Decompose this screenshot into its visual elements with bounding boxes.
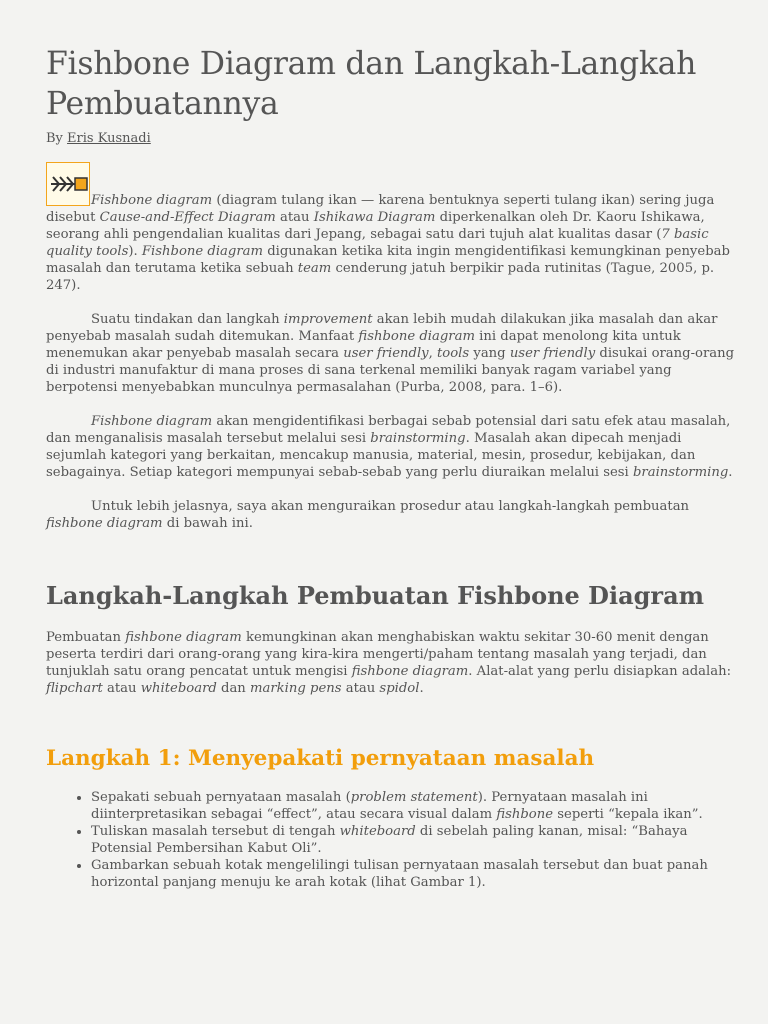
- text-run: akan lebih mudah dilakukan jika masalah dan akar penyebab masalah sudah ditemukan. Manfaat: [46, 312, 718, 344]
- list-item: [91, 857, 742, 891]
- text-italic: Fishbone diagram: [91, 193, 213, 208]
- text-run: akan mengidentifikasi berbagai sebab potensial dari satu efek atau masalah, dan menganalisis masalah tersebut melalui sesi: [46, 414, 731, 446]
- list-item: [91, 823, 742, 857]
- list-item: [91, 789, 742, 823]
- page-title: Fishbone Diagram dan Langkah-Langkah Pembuatannya: [46, 46, 697, 122]
- text-italic: 7 basic quality tools: [46, 227, 709, 259]
- paragraph-preparation: [46, 629, 742, 697]
- text-run: Pembuatan: [46, 630, 126, 645]
- text-run: Gambarkan sebuah kotak mengelilingi tulisan pernyataan masalah tersebut dan buat panah horizontal panjang menuju ke arah kotak (lihat Gambar 1).: [91, 858, 708, 890]
- text-run: ). Pernyataan masalah ini diinterpretasikan sebagai “effect”, atau secara visual dalam: [91, 790, 648, 822]
- fishbone-icon: [46, 162, 90, 206]
- text-italic: fishbone diagram: [351, 664, 469, 679]
- text-run: ini dapat menolong kita untuk menemukan akar penyebab masalah secara: [46, 329, 681, 361]
- text-run: . Alat-alat yang perlu disiapkan adalah:: [468, 664, 732, 679]
- paragraph-improvement: [46, 311, 742, 396]
- text-italic: Ishikawa Diagram: [313, 210, 436, 225]
- text-run: yang: [469, 346, 510, 361]
- paragraph-intro: [46, 162, 742, 294]
- text-italic: team: [297, 261, 332, 276]
- text-run: cenderung jatuh berpikir pada rutinitas (Tague, 2005, p. 247).: [46, 261, 715, 293]
- text-run: Sepakati sebuah pernyataan masalah (: [91, 790, 351, 805]
- text-italic: flipchart: [46, 681, 103, 696]
- text-italic: fishbone diagram: [46, 516, 163, 531]
- text-run: (diagram tulang ikan — karena bentuknya seperti tulang ikan) sering juga disebut: [46, 193, 715, 225]
- text-run: atau: [341, 681, 380, 696]
- text-italic: whiteboard: [339, 824, 416, 839]
- text-italic: fishbone diagram: [125, 630, 242, 645]
- text-italic: brainstorming: [370, 431, 466, 446]
- text-italic: Fishbone diagram: [91, 414, 213, 429]
- text-italic: spidol: [379, 681, 420, 696]
- text-italic: fishbone diagram: [358, 329, 475, 344]
- text-run: di bawah ini.: [162, 516, 253, 531]
- section-heading: Langkah-Langkah Pembuatan Fishbone Diagram: [46, 581, 705, 610]
- text-italic: improvement: [283, 312, 373, 327]
- text-run: di sebelah paling kanan, misal: “Bahaya Potensial Pembersihan Kabut Oli”.: [91, 824, 688, 856]
- paragraph-explain: [46, 498, 742, 532]
- text-italic: whiteboard: [140, 681, 217, 696]
- text-run: .: [728, 465, 733, 480]
- text-run: diperkenalkan oleh Dr. Kaoru Ishikawa, seorang ahli pengendalian kualitas dari Jepang, sebagai satu dari tujuh alat kualitas dasar (: [46, 210, 705, 242]
- text-run: Untuk lebih jelasnya, saya akan menguraikan prosedur atau langkah-langkah pembuatan: [91, 499, 690, 514]
- text-run: .: [419, 681, 424, 696]
- paragraph-identify: [46, 413, 742, 481]
- text-run: kemungkinan akan menghabiskan waktu sekitar 30-60 menit dengan peserta terdiri dari orang-orang yang kira-kira mengerti/paham tentang masalah yang terjadi, dan tunjuklah satu orang pencatat untuk mengisi: [46, 630, 709, 679]
- text-run: atau: [275, 210, 314, 225]
- text-run: Tuliskan masalah tersebut di tengah: [91, 824, 340, 839]
- step-bullet-list: [46, 789, 742, 891]
- text-italic: Fishbone diagram: [141, 244, 264, 259]
- text-run: . Masalah akan dipecah menjadi sejumlah kategori yang berkaitan, mencakup manusia, material, mesin, prosedur, kebijakan, dan sebagainya. Setiap kategori mempunyai sebab-sebab yang perlu diuraikan melalui sesi: [46, 431, 696, 480]
- text-italic: user friendly: [343, 346, 429, 361]
- intro-block: [46, 162, 742, 294]
- author-link[interactable]: Eris Kusnadi: [67, 131, 151, 146]
- text-run: dan: [216, 681, 250, 696]
- text-italic: Cause-and-Effect Diagram: [99, 210, 276, 225]
- text-run: digunakan ketika kita ingin mengidentifikasi kemungkinan penyebab masalah dan terutama ketika sebuah: [46, 244, 730, 276]
- text-run: ).: [128, 244, 142, 259]
- step-heading: Langkah 1: Menyepakati pernyataan masalah: [46, 746, 595, 771]
- byline: [46, 130, 742, 148]
- text-run: atau: [102, 681, 141, 696]
- text-italic: brainstorming: [632, 465, 729, 480]
- text-italic: user friendly: [509, 346, 596, 361]
- text-run: ,: [428, 346, 437, 361]
- text-run: Suatu tindakan dan langkah: [91, 312, 284, 327]
- text-run: disukai orang-orang di industri manufaktur di mana proses di sana terkenal memiliki banyak ragam variabel yang berpotensi menyebabkan munculnya permasalahan (Purba, 2008, para. 1–6).: [46, 346, 735, 395]
- text-italic: tools: [437, 346, 470, 361]
- text-italic: fishbone: [496, 807, 554, 822]
- text-italic: marking pens: [250, 681, 342, 696]
- text-italic: problem statement: [350, 790, 478, 805]
- text-run: seperti “kepala ikan”.: [553, 807, 703, 822]
- byline-prefix: By: [46, 131, 68, 146]
